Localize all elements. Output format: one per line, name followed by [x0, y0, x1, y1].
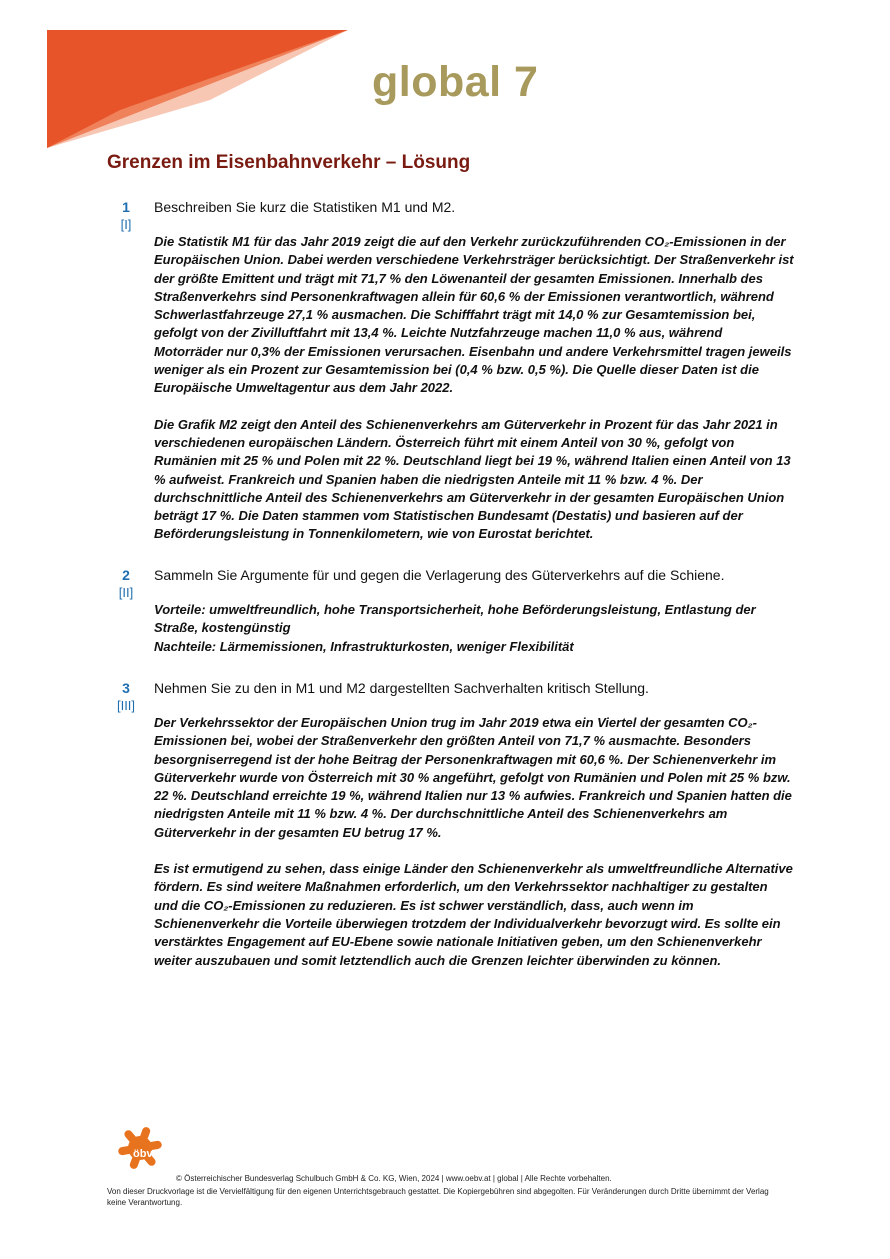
task-answer	[154, 714, 794, 988]
answer-paragraph: Die Grafik M2 zeigt den Anteil des Schienenverkehrs am Güterverkehr in Prozent für das Jahr 2021 in verschiedenen europäischen Ländern. Österreich führt mit einem Anteil von 30 %, gefolgt von Rumänien mit 25 % und Polen mit 22 %. Deutschland liegt bei 19 %, während Italien einen Anteil von 13 % aufweist. Frankreich und Spanien haben die niedrigsten Anteile mit 11 % bzw. 4 %. Der durchschnittliche Anteil des Schienenverkehrs am Güterverkehr in der gesamten Europäischen Union beträgt 17 %. Die Daten stammen vom Statistischen Bundesamt (Destatis) und basieren auf der Beförderungsleistung in Tonnenkilometern, wie von Eurostat berichtet.	[154, 416, 791, 542]
task-question: Nehmen Sie zu den in M1 und M2 dargestellten Sachverhalten kritisch Stellung.	[154, 680, 649, 696]
task-number: 2	[122, 567, 130, 583]
footer-note: Von dieser Druckvorlage ist die Vervielfältigung für den eigenen Unterrichtsgebrauch gestattet. Die Kopiergebühren sind abgegolten. Für Veränderungen durch Dritte übernimmt der Verlag keine Verantwortung.	[107, 1187, 769, 1207]
task-question: Beschreiben Sie kurz die Statistiken M1 und M2.	[154, 199, 456, 215]
page-title: Grenzen im Eisenbahnverkehr – Lösung	[107, 152, 471, 173]
header-decoration	[0, 0, 360, 160]
brand-title: global 7	[372, 58, 539, 106]
answer-paragraph: Es ist ermutigend zu sehen, dass einige Länder den Schienenverkehr als umweltfreundliche Alternative fördern. Es sind weitere Maßnahmen erforderlich, um den Verkehrssektor nachhaltiger zu gestalten und die CO₂-Emissionen zu reduzieren. Es ist schwer verständlich, dass, auch wenn im Schienenverkehr die Vorteile überwiegen trotzdem der Individualverkehr bevorzugt wird. Es sollte ein verstärktes Engagement auf EU-Ebene sowie nationale Initiativen geben, um den Schienenverkehr weiter auszubauen und somit letztendlich auch die Grenzen leichter überwinden zu können.	[154, 861, 793, 968]
task-level: [II]	[118, 585, 134, 600]
task-number: 3	[122, 680, 130, 696]
answer-paragraph: Die Statistik M1 für das Jahr 2019 zeigt die auf den Verkehr zurückzuführenden CO₂-Emissionen in der Europäischen Union. Dabei werden verschiedene Verkehrsträger berücksichtigt. Der Straßenverkehr ist der größte Emittent und trägt mit 71,7 % den Löwenanteil der gesamten Emissionen. Innerhalb des Straßenverkehrs sind Personenkraftwagen allein für 60,6 % der Emissionen verantwortlich, während Schwerlastfahrzeuge 27,1 % ausmachen. Die Schifffahrt trägt mit 14,0 % zur Gesamtemission bei, gefolgt von der Zivilluftfahrt mit 13,4 %. Leichte Nutzfahrzeuge machen 11,0 % aus, während Motorräder nur 0,3% der Emissionen verursachen. Eisenbahn und andere Verkehrsmittel tragen jeweils weniger als ein Prozent zur Gesamtemission bei (0,4 % bzw. 0,5 %). Die Quelle dieser Daten ist die Europäische Umweltagentur aus dem Jahr 2022.	[154, 234, 794, 396]
answer-disadvantages: Nachteile: Lärmemissionen, Infrastrukturkosten, weniger Flexibilität	[154, 638, 574, 654]
task-question: Sammeln Sie Argumente für und gegen die Verlagerung des Güterverkehrs auf die Schiene.	[154, 567, 725, 583]
logo-text: öbv	[133, 1148, 153, 1160]
task-answer	[154, 601, 794, 656]
task-number: 1	[122, 199, 130, 215]
answer-paragraph: Der Verkehrssektor der Europäischen Union trug im Jahr 2019 etwa ein Viertel der gesamten CO₂-Emissionen bei, wobei der Straßenverkehr den größten Anteil von 71,7 % ausmachte. Besonders besorgniserregend ist der hohe Beitrag der Personenkraftwagen mit 60,6 %. Der Schienenverkehr im Güterverkehr wurde von Österreich mit 30 % angeführt, gefolgt von Rumänien und Polen mit 25 % bzw. 22 %. Deutschland erreichte 19 %, während Italien nur 13 % aufwies. Frankreich und Spanien hatten die niedrigsten Anteile mit 11 % bzw. 4 %. Der durchschnittliche Anteil des Schienenverkehrs am Güterverkehr in der gesamten EU betrug 17 %.	[154, 715, 792, 840]
answer-advantages: Vorteile: umweltfreundlich, hohe Transportsicherheit, hohe Beförderungsleistung, Entlastung der Straße, kostengünstig	[154, 602, 756, 636]
task-level: [I]	[120, 217, 132, 232]
footer-copyright: © Österreichischer Bundesverlag Schulbuch GmbH & Co. KG, Wien, 2024 | www.oebv.at | global | Alle Rechte vorbehalten.	[176, 1174, 612, 1183]
task-level: [III]	[116, 698, 136, 713]
task-answer	[154, 233, 794, 562]
